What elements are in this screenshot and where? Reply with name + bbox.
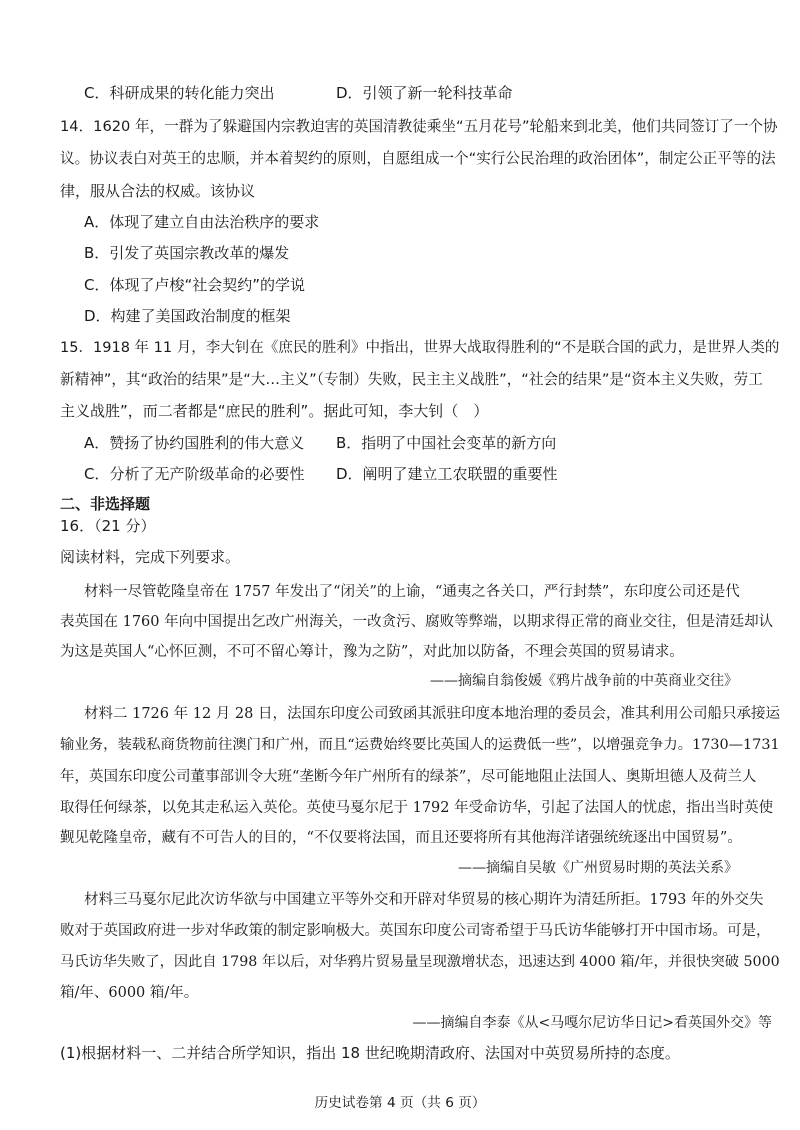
material3-line: 马氏访华失败了，因此自 1798 年以后，对华鸦片贸易量呈现激增状态，迅速达到 4000 箱/年，并很快突破 5000 [60,954,780,970]
material2-line: 觐见乾隆皇帝，藏有不可告人的目的，“不仅要将法国，而且还要将所有其他海洋诸强统统逐出中国贸易”。 [60,830,742,846]
q16-instruction: 阅读材料，完成下列要求。 [60,548,241,566]
material1-source: ——摘编自翁俊媛《鸦片战争前的中英商业交往》 [430,673,738,689]
q16-title: 16．（21 分） [60,517,156,535]
material1-line: 材料一尽管乾隆皇帝在 1757 年发出了“闭关”的上谕，“通夷之各关口，严行封禁”，东印度公司还是代 [84,584,740,600]
material3-line: 材料三马戛尔尼此次访华欲与中国建立平等外交和开辟对华贸易的核心期许为清廷所拒。1793 年的外交失 [84,892,764,908]
q15-option-d: D．阐明了建立工农联盟的重要性 [336,465,558,483]
q15-stem-line: 主义战胜”，而二者都是“庶民的胜利”。据此可知，李大钊（ ） [60,402,489,420]
material2-line: 材料二 1726 年 12 月 28 日，法国东印度公司致函其派驻印度本地治理的委员会，准其利用公司船只承接运 [84,706,780,722]
q15-option-a: A．赞扬了协约国胜利的伟大意义 [84,434,305,452]
material1-line: 为这是英国人“心怀叵测，不可不留心筹计，豫为之防”，对此加以防备，不理会英国的贸易请求。 [60,644,684,660]
q14-stem-line: 议。协议表白对英王的忠顺，并本着契约的原则，自愿组成一个“实行公民治理的政治团体”，制定公正平等的法 [60,150,776,167]
q14-option-d: D．构建了美国政治制度的框架 [84,307,291,325]
material2-line: 取得任何绿茶，以免其走私运入英伦。英使马戛尔尼于 1792 年受命访华，引起了法国人的忧虑，指出当时英使 [60,800,774,816]
q13-option-c: C．科研成果的转化能力突出 [84,84,275,102]
material3-line: 败对于英国政府进一步对华政策的制定影响极大。英国东印度公司寄希望于马氏访华能够打开中国市场。可是， [60,923,771,939]
q15-option-b: B．指明了中国社会变革的新方向 [336,434,557,452]
q14-stem-line: 律，服从合法的权威。该协议 [60,182,256,200]
q15-option-c: C．分析了无产阶级革命的必要性 [84,465,305,483]
section-heading: 二、非选择题 [60,495,151,513]
q16-subquestion-1: (1)根据材料一、二并结合所学知识，指出 18 世纪晚期清政府、法国对中英贸易所持的态度。 [60,1044,680,1062]
q14-option-b: B．引发了英国宗教改革的爆发 [84,244,290,262]
q15-stem-line: 新精神”，其“政治的结果”是“大…主义”（专制）失败，民主主义战胜”，“社会的结果”是“资本主义失败，劳工 [60,371,763,388]
q14-option-a: A．体现了建立自由法治秩序的要求 [84,213,320,231]
material3-source: ——摘编自李泰《从<马嘎尔尼访华日记>看英国外交》等 [412,1015,772,1031]
q15-stem-line: 15．1918 年 11 月，李大钊在《庶民的胜利》中指出，世界大战取得胜利的“不是联合国的武力，是世界人类的 [60,340,780,356]
material2-line: 年，英国东印度公司董事部训令大班“垄断今年广州所有的绿茶”，尽可能地阻止法国人、奥斯坦德人及荷兰人 [60,769,757,785]
q14-stem-line: 14．1620 年，一群为了躲避国内宗教迫害的英国清教徒乘坐“五月花号”轮船来到北美，他们共同签订了一个协 [60,118,778,135]
material2-source: ——摘编自吴敏《广州贸易时期的英法关系》 [458,860,738,876]
material3-line: 箱/年、6000 箱/年。 [60,985,199,1001]
material2-line: 输业务，装载私商货物前往澳门和广州，而且“运费始终要比英国人的运费低一些”，以增强竞争力。1730—1731 [60,737,780,753]
q14-option-c: C．体现了卢梭“社会契约”的学说 [84,276,306,294]
q13-option-d: D．引领了新一轮科技革命 [336,84,513,102]
page-footer: 历史试卷第 4 页（共 6 页） [314,1095,486,1111]
material1-line: 表英国在 1760 年向中国提出乞改广州海关，一改贪污、腐败等弊端，以期求得正常的商业交往，但是清廷却认 [60,614,774,630]
